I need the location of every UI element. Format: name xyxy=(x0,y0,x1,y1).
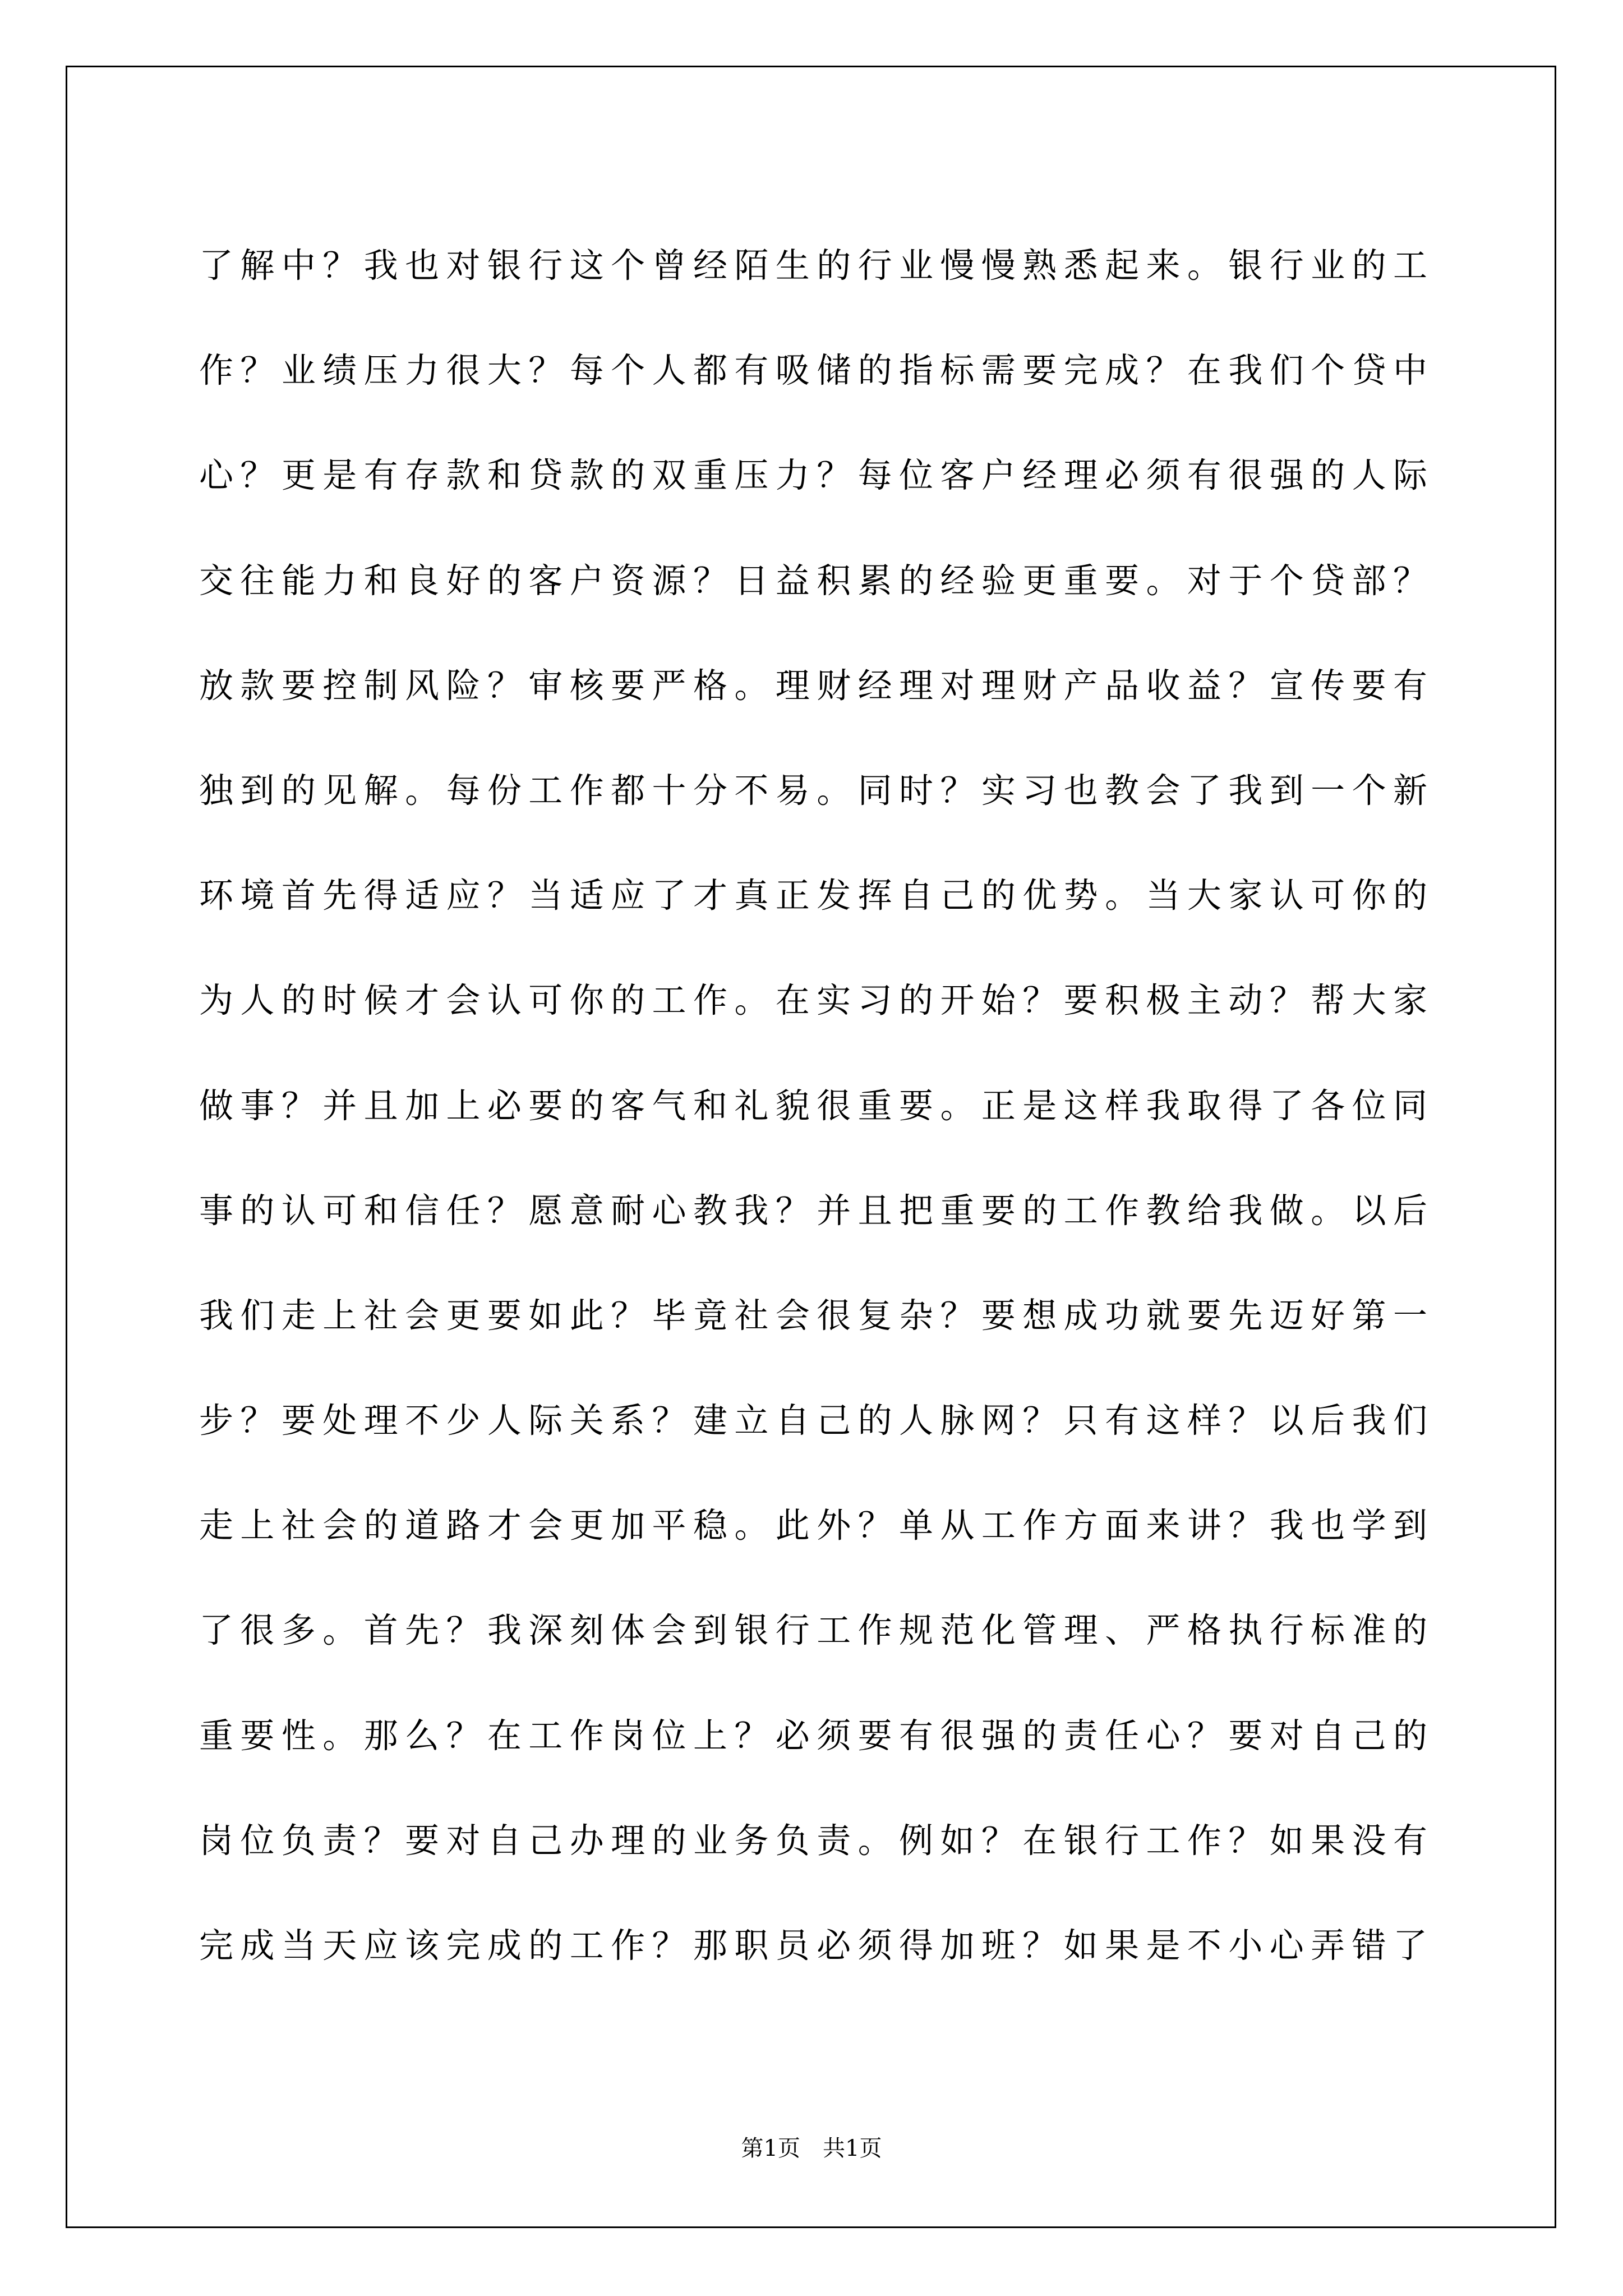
text-line: 了很多。首先？我深刻体会到银行工作规范化管理、严格执行标准的 xyxy=(199,1611,1427,1651)
text-line: 重要性。那么？在工作岗位上？必须要有很强的责任心？要对自己的 xyxy=(199,1715,1427,1756)
text-line: 岗位负责？要对自己办理的业务负责。例如？在银行工作？如果没有 xyxy=(199,1820,1427,1861)
text-line: 了解中？我也对银行这个曾经陌生的行业慢慢熟悉起来。银行业的工 xyxy=(199,246,1427,286)
page-footer: 第1页 共1页 xyxy=(741,2136,882,2161)
text-line: 心？更是有存款和贷款的双重压力？每位客户经理必须有很强的人际 xyxy=(199,455,1427,496)
text-line: 我们走上社会更要如此？毕竟社会很复杂？要想成功就要先迈好第一 xyxy=(199,1295,1427,1336)
text-line: 走上社会的道路才会更加平稳。此外？单从工作方面来讲？我也学到 xyxy=(199,1506,1427,1546)
text-line: 步？要处理不少人际关系？建立自己的人脉网？只有这样？以后我们 xyxy=(199,1401,1427,1441)
text-line: 放款要控制风险？审核要严格。理财经理对理财产品收益？宣传要有 xyxy=(199,665,1427,706)
text-line: 交往能力和良好的客户资源？日益积累的经验更重要。对于个贷部？ xyxy=(199,560,1427,601)
text-line: 作？业绩压力很大？每个人都有吸储的指标需要完成？在我们个贷中 xyxy=(199,351,1427,391)
text-line: 做事？并且加上必要的客气和礼貌很重要。正是这样我取得了各位同 xyxy=(199,1085,1427,1126)
text-line: 事的认可和信任？愿意耐心教我？并且把重要的工作教给我做。以后 xyxy=(199,1190,1427,1231)
text-line: 独到的见解。每份工作都十分不易。同时？实习也教会了我到一个新 xyxy=(199,770,1427,811)
text-line: 环境首先得适应？当适应了才真正发挥自己的优势。当大家认可你的 xyxy=(199,876,1427,916)
text-line: 为人的时候才会认可你的工作。在实习的开始？要积极主动？帮大家 xyxy=(199,981,1427,1021)
text-line: 完成当天应该完成的工作？那职员必须得加班？如果是不小心弄错了 xyxy=(199,1926,1427,1966)
body-text xyxy=(199,213,1427,1998)
